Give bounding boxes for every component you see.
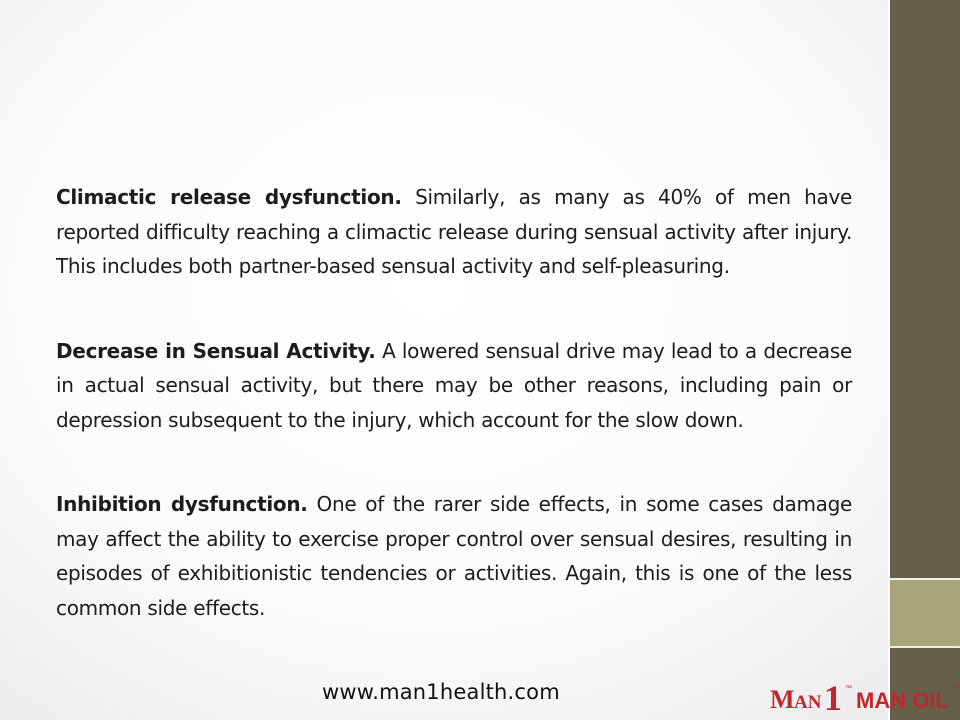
paragraph-climactic-release: [56, 180, 852, 284]
paragraph-inhibition: [56, 487, 852, 625]
svg-text:™: ™: [952, 685, 959, 692]
paragraph-heading: Inhibition dysfunction.: [56, 492, 308, 516]
sidebar-band-top: [888, 0, 960, 578]
svg-text:MAN OIL: MAN OIL: [856, 688, 949, 713]
paragraph-heading: Climactic release dysfunction.: [56, 185, 402, 209]
sidebar-band-middle: [888, 580, 960, 646]
man1-man-oil-logo: [766, 672, 960, 718]
paragraph-text: A lowered sensual drive may lead to a decrease in actual sensual activity, but there may be other reasons, including pain or depression subsequent to the injury, which account for the slow down.: [56, 338, 852, 432]
decorative-sidebar: [888, 0, 960, 720]
footer-url: www.man1health.com: [322, 680, 560, 704]
svg-text:™: ™: [845, 685, 852, 692]
paragraph-text: Similarly, as many as 40% of men have reported difficulty reaching a climactic release during sensual activity after injury. This includes both partner-based sensual activity and self-pleasuring.: [56, 185, 853, 278]
paragraph-heading: Decrease in Sensual Activity.: [56, 338, 376, 363]
svg-text:M: M: [770, 685, 795, 714]
svg-text:AN: AN: [794, 692, 822, 713]
paragraph-decrease-activity: [56, 334, 852, 438]
paragraph-text: One of the rarer side effects, in some cases damage may affect the ability to exercise proper control over sensual desires, resulting in episodes of exhibitionistic tendencies or activities. Again, this is one of the less common side effects.: [56, 492, 853, 620]
svg-text:1: 1: [824, 678, 842, 718]
slide-body: [56, 180, 852, 625]
